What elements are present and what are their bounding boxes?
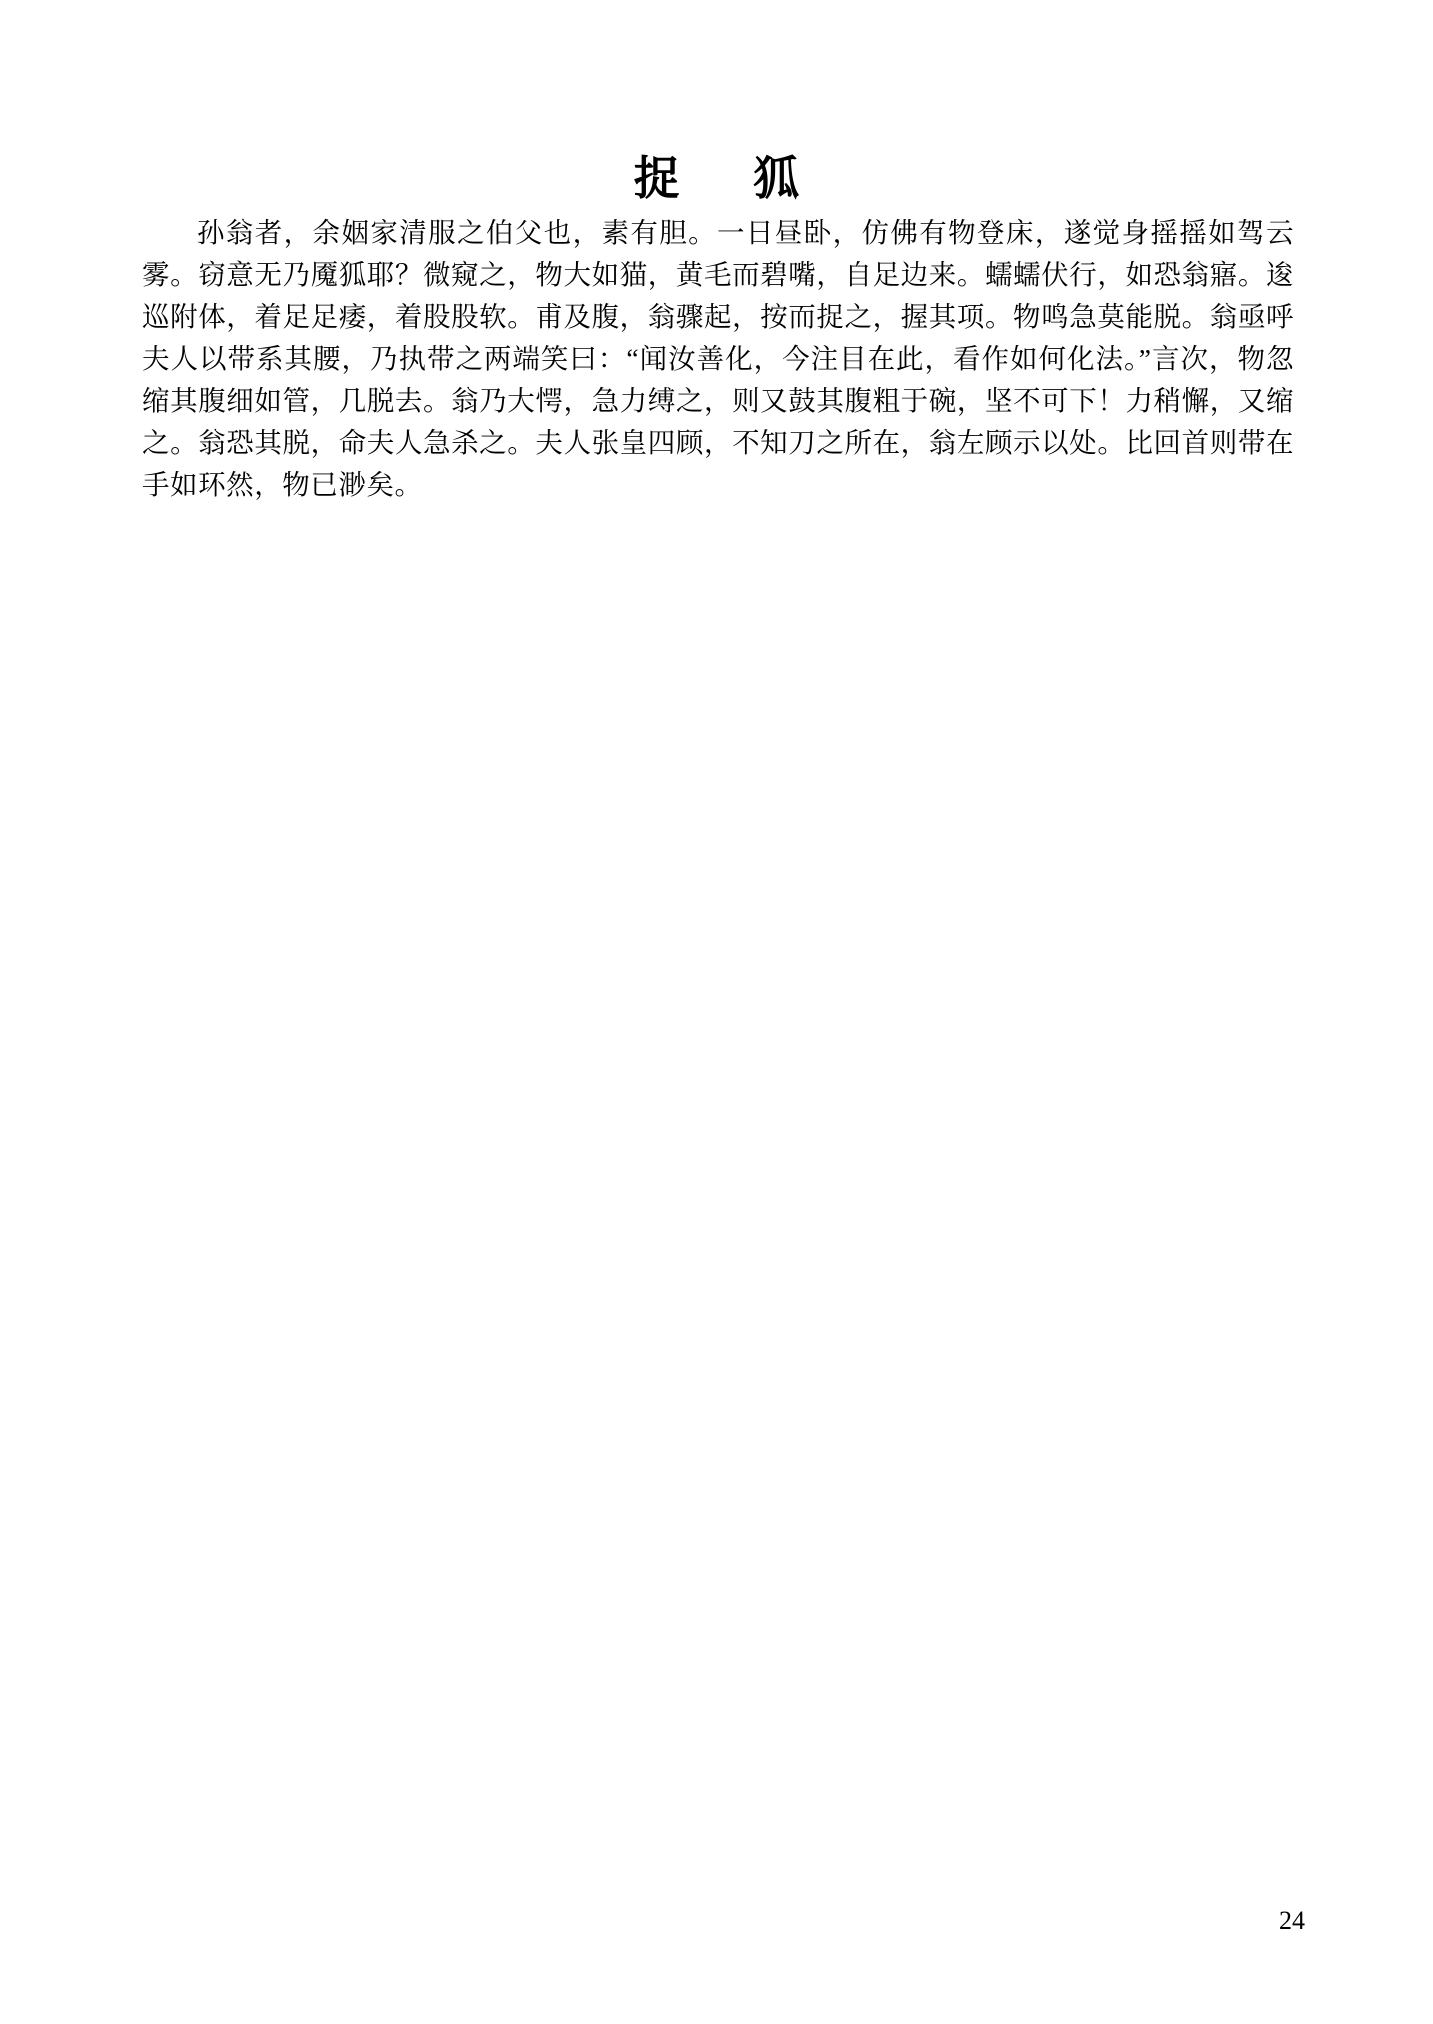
page-number: 24 <box>1279 1906 1305 1935</box>
page-title: 捉 狐 <box>633 152 814 204</box>
paragraph: 孙翁者，余姻家清服之伯父也，素有胆。一日昼卧，仿佛有物登床，遂觉身摇摇如驾云雾。窃意无乃魇狐耶？微窥之，物大如猫，黄毛而碧嘴，自足边来。蠕蠕伏行，如恐翁寤。逡巡附体，着足足痿，着股股软。甫及腹，翁骤起，按而捉之，握其项。物鸣急莫能脱。翁亟呼夫人以带系其腰，乃执带之两端笑曰：“闻汝善化，今注目在此，看作如何化法。”言次，物忽缩其腹细如管，几脱去。翁乃大愕，急力缚之，则又鼓其腹粗于碗，坚不可下！力稍懈，又缩之。翁恐其脱，命夫人急杀之。夫人张皇四顾，不知刀之所在，翁左顾示以处。比回首则带在手如环然，物已渺矣。 <box>142 217 1294 500</box>
body-text <box>142 212 1294 506</box>
